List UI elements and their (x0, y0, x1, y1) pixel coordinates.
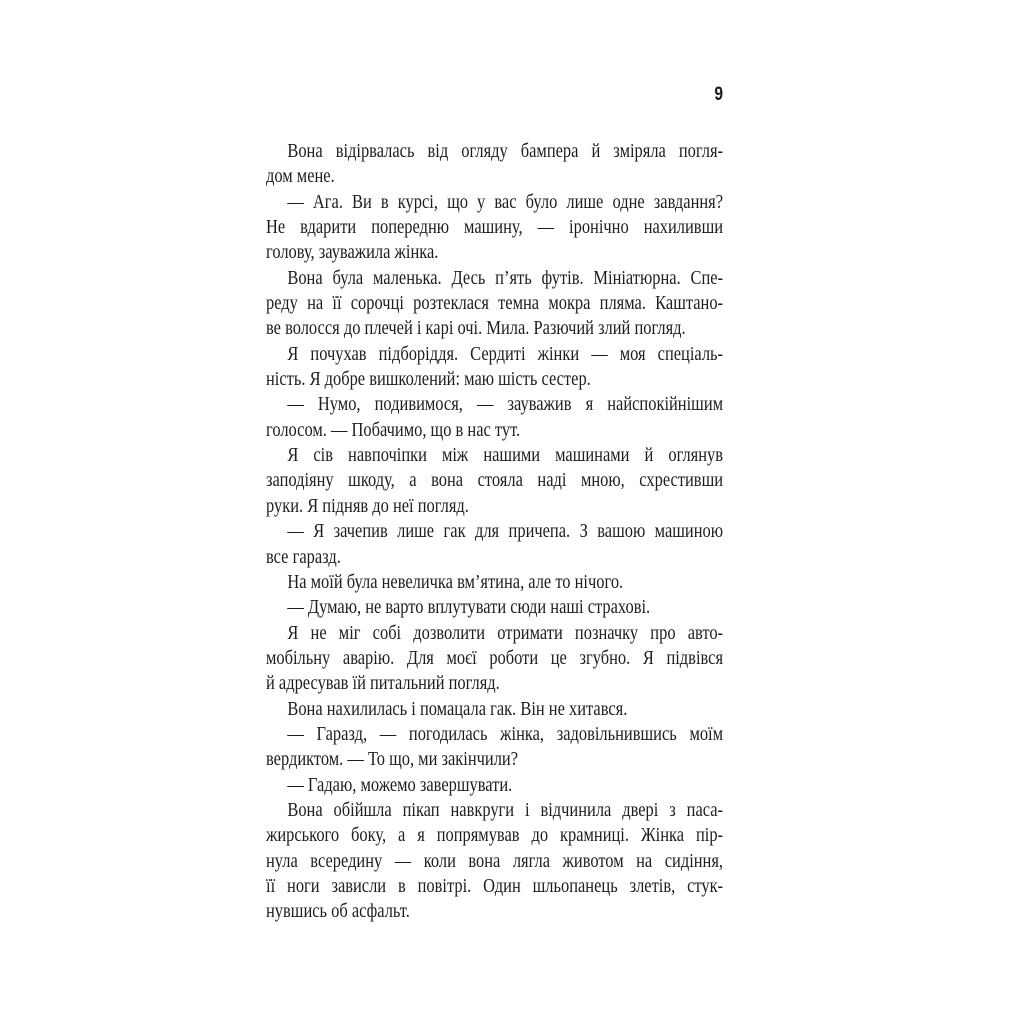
paragraph (266, 392, 723, 443)
paragraph (266, 519, 723, 570)
paragraph (266, 139, 723, 190)
text-line: її ноги зависли в повітрі. Один шльопанець злетів, стук- (266, 874, 724, 897)
text-line: руки. Я підняв до неї погляд. (266, 494, 469, 517)
paragraph (266, 570, 723, 595)
text-line: вердиктом. — То що, ми закінчили? (266, 748, 519, 771)
text-line: Вона була маленька. Десь п’ять футів. Мініатюрна. Спе- (287, 266, 724, 289)
text-line: Вона обійшла пікап навкруги і відчинила двері з паса- (287, 798, 724, 821)
paragraph (266, 722, 723, 773)
paragraph (266, 798, 723, 925)
text-line: дом мене. (266, 165, 335, 188)
paragraph (266, 773, 723, 798)
page-number: 9 (714, 84, 723, 105)
text-line: голову, зауважила жінка. (266, 241, 439, 264)
text-line: голосом. — Побачимо, що в нас тут. (266, 418, 521, 441)
text-line: й адресував їй питальний погляд. (266, 672, 500, 695)
text-line: ве волосся до плечей і карі очі. Мила. Разючий злий погляд. (266, 317, 686, 340)
text-line: Я сів навпочіпки між нашими машинами й оглянув (287, 444, 724, 467)
text-block (266, 139, 723, 925)
paragraph (266, 621, 723, 697)
text-line: реду на її сорочці розтеклася темна мокра пляма. Каштано- (266, 292, 724, 315)
text-line: — Я зачепив лише гак для причепа. З вашою машиною (287, 520, 724, 543)
text-line: Я почухав підборіддя. Сердиті жінки — моя спеціаль- (287, 342, 724, 365)
text-line: — Гадаю, можемо завершувати. (287, 773, 513, 796)
text-line: Не вдарити попередню машину, — іронічно нахиливши (266, 216, 724, 239)
text-line: мобільну аварію. Для моєї роботи це згубно. Я підвівся (266, 646, 724, 669)
paragraph (266, 595, 723, 620)
text-line: — Нумо, подивимося, — зауважив я найспокійнішим (287, 393, 724, 416)
paragraph (266, 697, 723, 722)
text-line: — Ага. Ви в курсі, що у вас було лише одне завдання? (287, 190, 724, 213)
text-line: нувшись об асфальт. (266, 900, 410, 923)
text-line: — Думаю, не варто вплутувати сюди наші страхові. (287, 596, 651, 619)
text-line: все гаразд. (266, 545, 341, 568)
text-line: Я не міг собі дозволити отримати позначку про авто- (287, 621, 724, 644)
paragraph (266, 266, 723, 342)
text-line: жирського боку, а я попрямував до крамниці. Жінка пір- (266, 824, 724, 847)
text-line: Вона відірвалась від огляду бампера й зміряла погля- (287, 140, 724, 162)
text-line: — Гаразд, — погодилась жінка, задовільнившись моїм (287, 722, 724, 745)
paragraph (266, 190, 723, 266)
text-line: нула всередину — коли вона лягла животом на сидіння, (266, 849, 724, 872)
paragraph (266, 342, 723, 393)
text-line: заподіяну шкоду, а вона стояла наді мною, схрестивши (266, 469, 724, 492)
text-line: Вона нахилилась і помацала гак. Він не хитався. (287, 697, 628, 720)
text-line: На моїй була невеличка вм’ятина, але то нічого. (287, 570, 624, 593)
text-line: ність. Я добре вишколений: маю шість сестер. (266, 368, 591, 391)
paragraph (266, 443, 723, 519)
